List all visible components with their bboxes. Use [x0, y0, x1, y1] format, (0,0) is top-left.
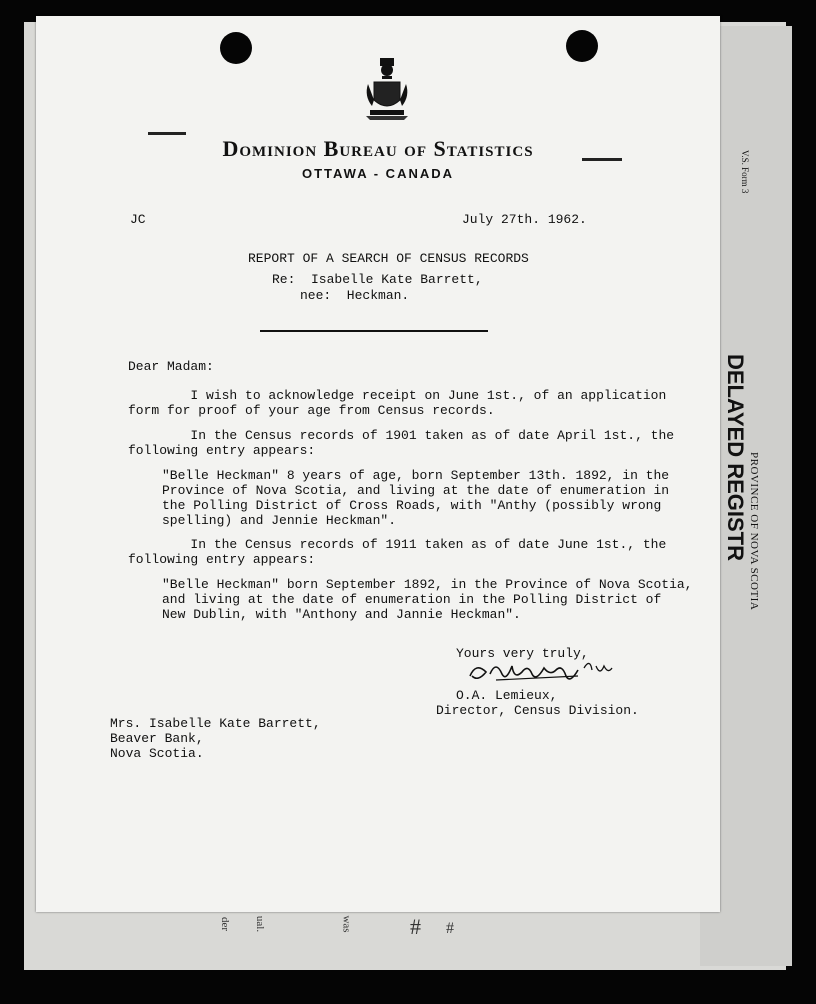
- paragraph-line: Province of Nova Scotia, and living at the date of enumeration in: [162, 483, 670, 498]
- paragraph-line: New Dublin, with "Anthony and Jannie Heckman".: [162, 607, 521, 622]
- fold-mark: [148, 132, 186, 135]
- paragraph-line: spelling) and Jennie Heckman".: [162, 513, 397, 528]
- separator-rule: [260, 330, 488, 332]
- paragraph-line: I wish to acknowledge receipt on June 1st., of an application: [128, 388, 667, 403]
- report-title: REPORT OF A SEARCH OF CENSUS RECORDS: [248, 251, 529, 266]
- re-line: Re: Isabelle Kate Barrett,: [272, 272, 483, 287]
- nee-line: nee: Heckman.: [300, 288, 410, 303]
- paragraph-line: following entry appears:: [128, 552, 316, 567]
- strip-fragment: was: [340, 915, 353, 933]
- strip-fragment: #: [410, 914, 421, 939]
- address-line: Beaver Bank,: [110, 731, 204, 746]
- paragraph-line: "Belle Heckman" born September 1892, in the Province of Nova Scotia,: [162, 577, 693, 592]
- punch-hole: [566, 30, 598, 62]
- delayed-registration-title: DELAYED REGISTR: [723, 354, 748, 562]
- letterhead-subtitle: OTTAWA - CANADA: [301, 166, 455, 181]
- province-label: PROVINCE OF NOVA SCOTIA: [748, 452, 760, 611]
- salutation: Dear Madam:: [128, 359, 214, 374]
- paragraph-line: the Polling District of Cross Roads, with "Anthy (possibly wrong: [162, 498, 662, 513]
- form-code-label: V.S. Form 3: [740, 150, 750, 194]
- address-line: Nova Scotia.: [110, 746, 204, 761]
- closing: Yours very truly,: [456, 646, 589, 661]
- paragraph-line: following entry appears:: [128, 443, 316, 458]
- letterhead-title: Dominion Bureau of Statistics: [222, 136, 534, 161]
- paragraph-line: form for proof of your age from Census records.: [128, 403, 495, 418]
- punch-hole: [220, 32, 252, 64]
- strip-fragment: der: [219, 916, 232, 932]
- paragraph-line: "Belle Heckman" 8 years of age, born September 13th. 1892, in the: [162, 468, 670, 483]
- reference-initials: JC: [130, 212, 146, 227]
- strip-fragment: ual.: [254, 915, 267, 933]
- signatory-title: Director, Census Division.: [436, 703, 639, 718]
- strip-fragment: #: [446, 920, 454, 937]
- paragraph-line: In the Census records of 1901 taken as of date April 1st., the: [128, 428, 675, 443]
- signatory-name: O.A. Lemieux,: [456, 688, 558, 703]
- paragraph-line: In the Census records of 1911 taken as of date June 1st., the: [128, 537, 667, 552]
- address-line: Mrs. Isabelle Kate Barrett,: [110, 716, 321, 731]
- letter-sheet: [36, 16, 720, 912]
- coat-of-arms-icon: [362, 56, 412, 122]
- paragraph-line: and living at the date of enumeration in the Polling District of: [162, 592, 662, 607]
- letter-date: July 27th. 1962.: [462, 212, 587, 227]
